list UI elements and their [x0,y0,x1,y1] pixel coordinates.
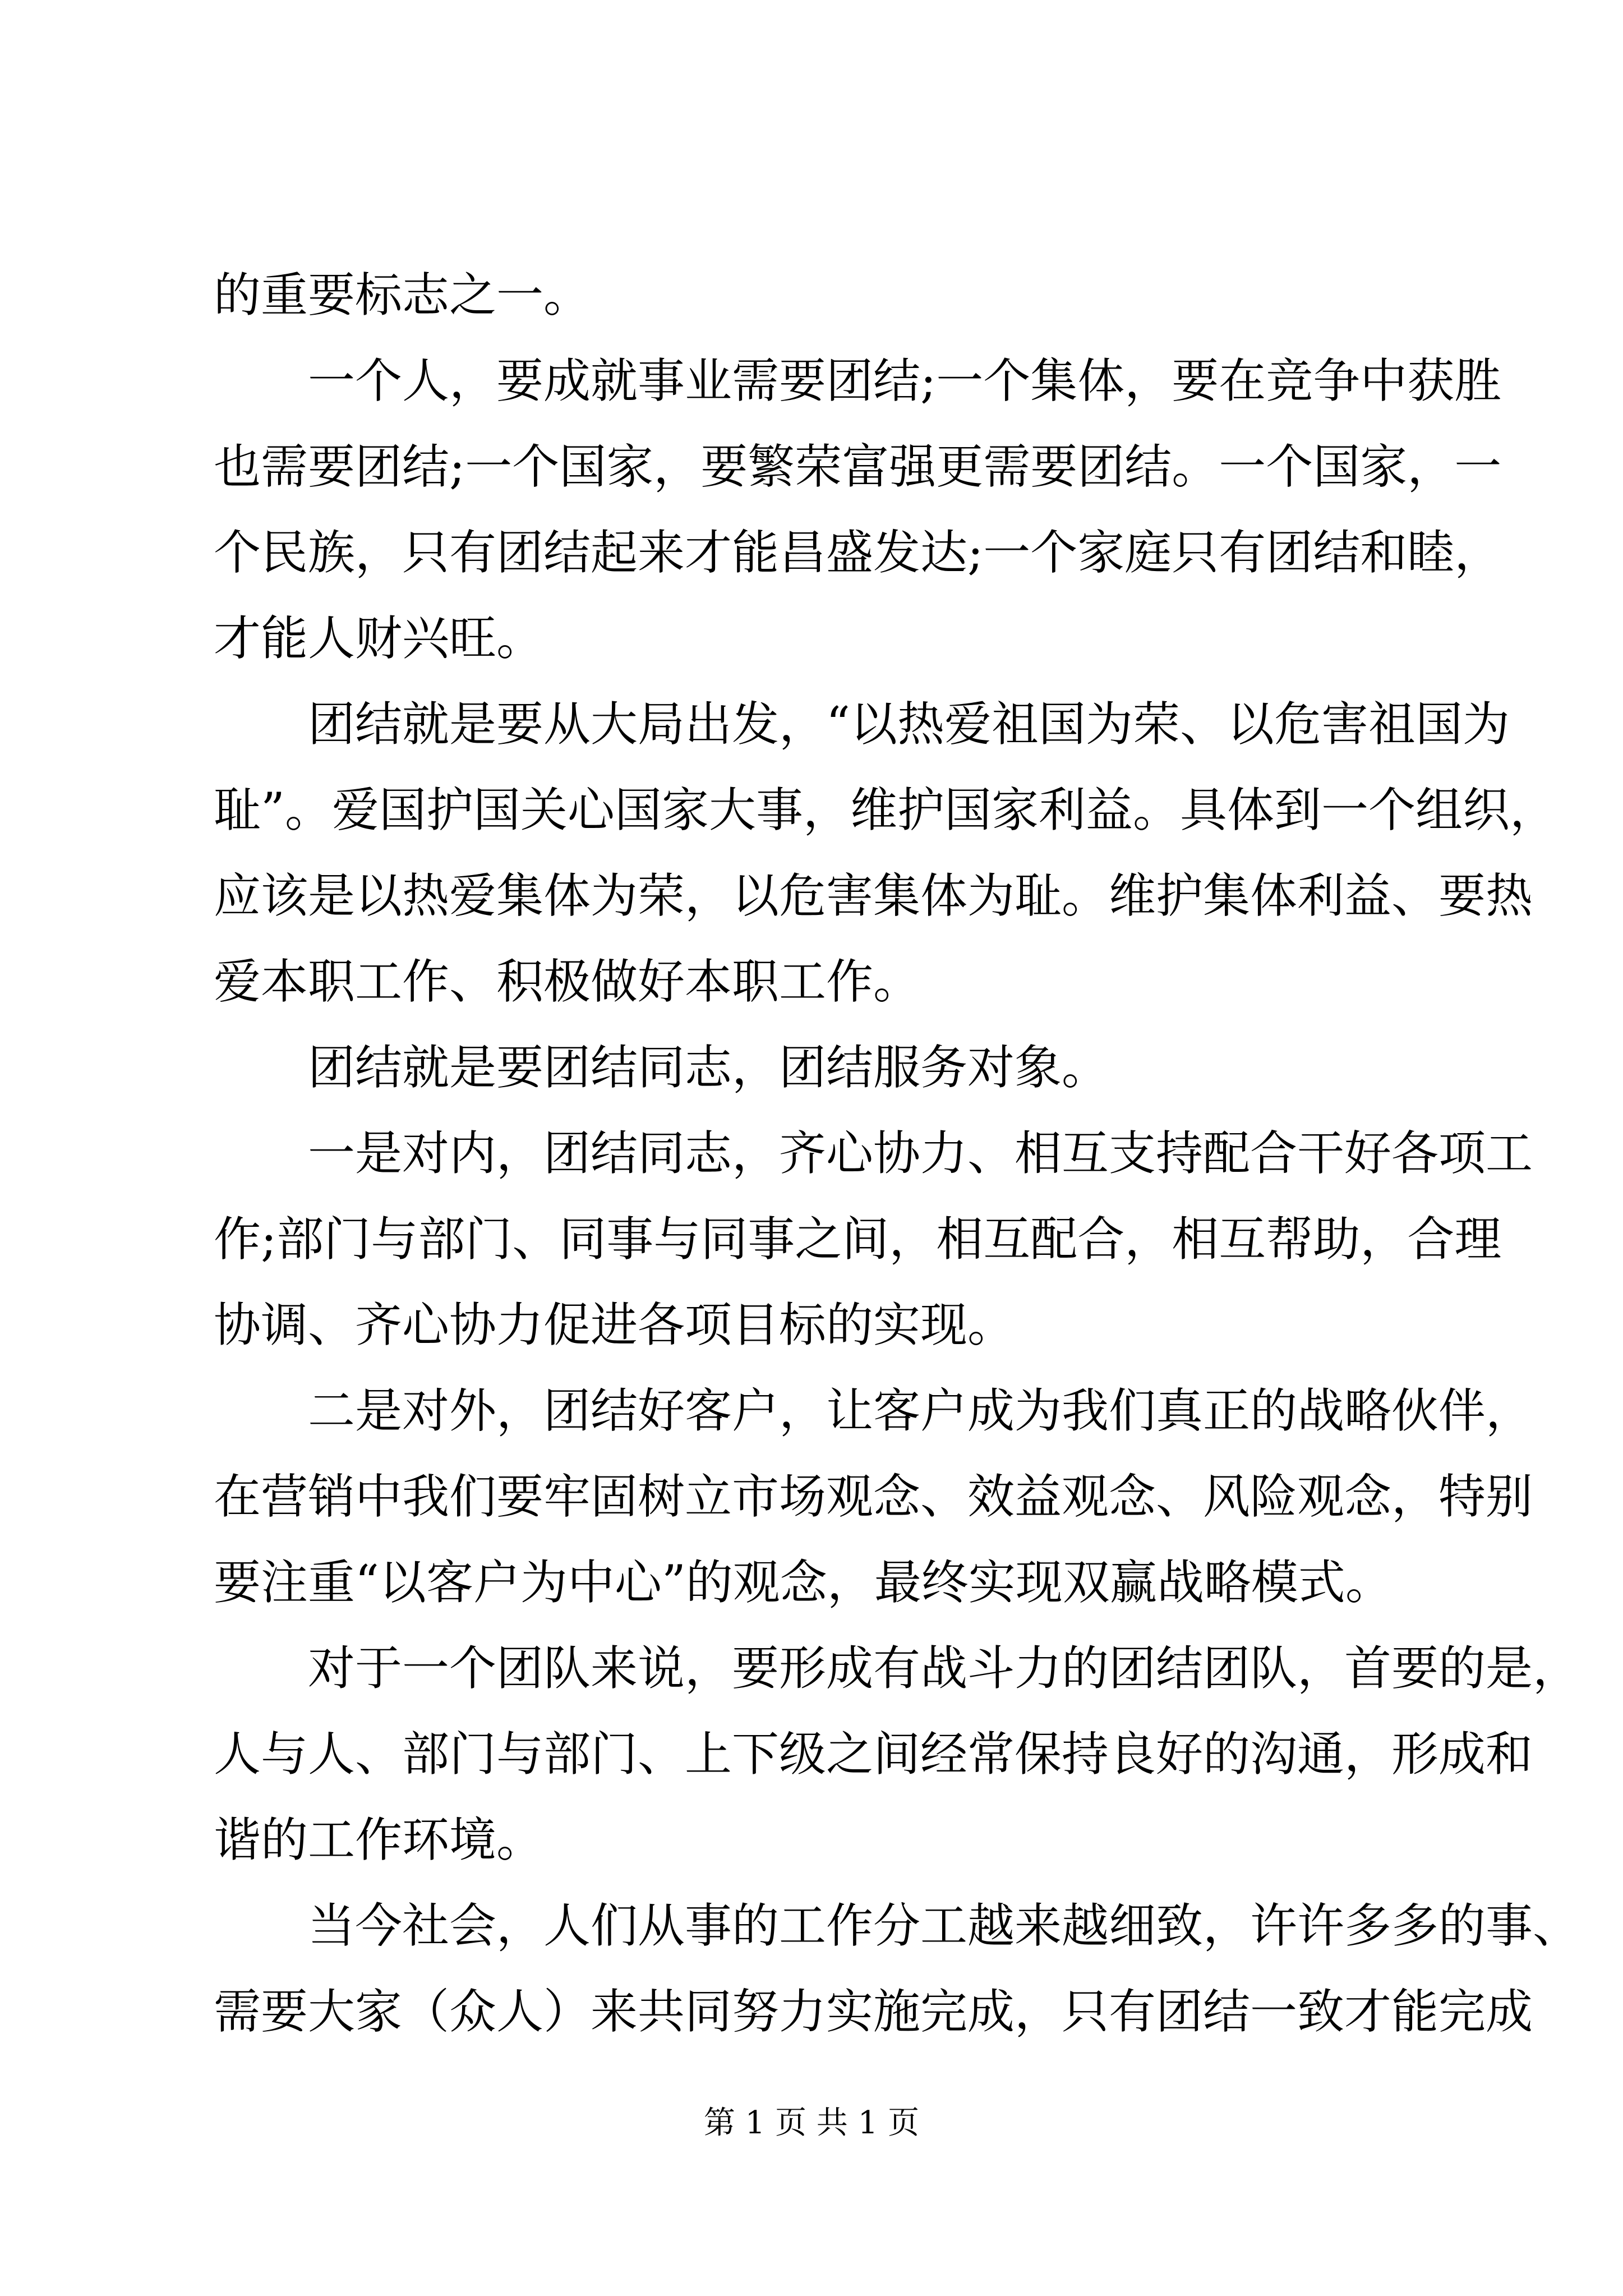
text-line: 要注重“以客户为中心”的观念，最终实现双赢战略模式。 [214,1555,1393,1610]
text-line: 团结就是要团结同志，团结服务对象。 [308,1040,1109,1095]
text-line: 谐的工作环境。 [214,1812,544,1867]
text-line: 在营销中我们要牢固树立市场观念、效益观念、风险观念，特别 [214,1469,1533,1524]
text-line: 爱本职工作、积极做好本职工作。 [214,954,921,1009]
text-line: 一是对内，团结同志，齐心协力、相互支持配合干好各项工 [308,1126,1533,1181]
text-line: 需要大家（众人）来共同努力实施完成，只有团结一致才能完成 [214,1984,1533,2039]
text-line: 团结就是要从大局出发，“以热爱祖国为荣、以危害祖国为 [308,697,1510,752]
text-line: 才能人财兴旺。 [214,611,544,666]
text-line: 也需要团结;一个国家，要繁荣富强更需要团结。一个国家，一 [214,439,1502,494]
text-line: 个民族，只有团结起来才能昌盛发达;一个家庭只有团结和睦， [214,525,1502,580]
document-body [214,252,1580,2055]
text-line: 二是对外，团结好客户，让客户成为我们真正的战略伙伴， [308,1383,1533,1438]
text-line: 一个人，要成就事业需要团结;一个集体，要在竞争中获胜 [308,353,1502,408]
text-line: 应该是以热爱集体为荣，以危害集体为耻。维护集体利益、要热 [214,868,1533,923]
text-line: 当今社会，人们从事的工作分工越来越细致，许许多多的事、 [308,1898,1580,1953]
text-line: 的重要标志之一。 [214,268,591,323]
text-line: 作;部门与部门、同事与同事之间，相互配合，相互帮助，合理 [214,1212,1502,1267]
page-footer: 第 1 页 共 1 页 [703,2105,920,2141]
text-line: 协调、齐心协力促进各项目标的实现。 [214,1297,1015,1352]
text-line: 耻”。爱国护国关心国家大事，维护国家利益。具体到一个组织， [214,783,1557,838]
text-line: 对于一个团队来说，要形成有战斗力的团结团队，首要的是， [308,1641,1580,1696]
text-line: 人与人、部门与部门、上下级之间经常保持良好的沟通，形成和 [214,1727,1533,1782]
